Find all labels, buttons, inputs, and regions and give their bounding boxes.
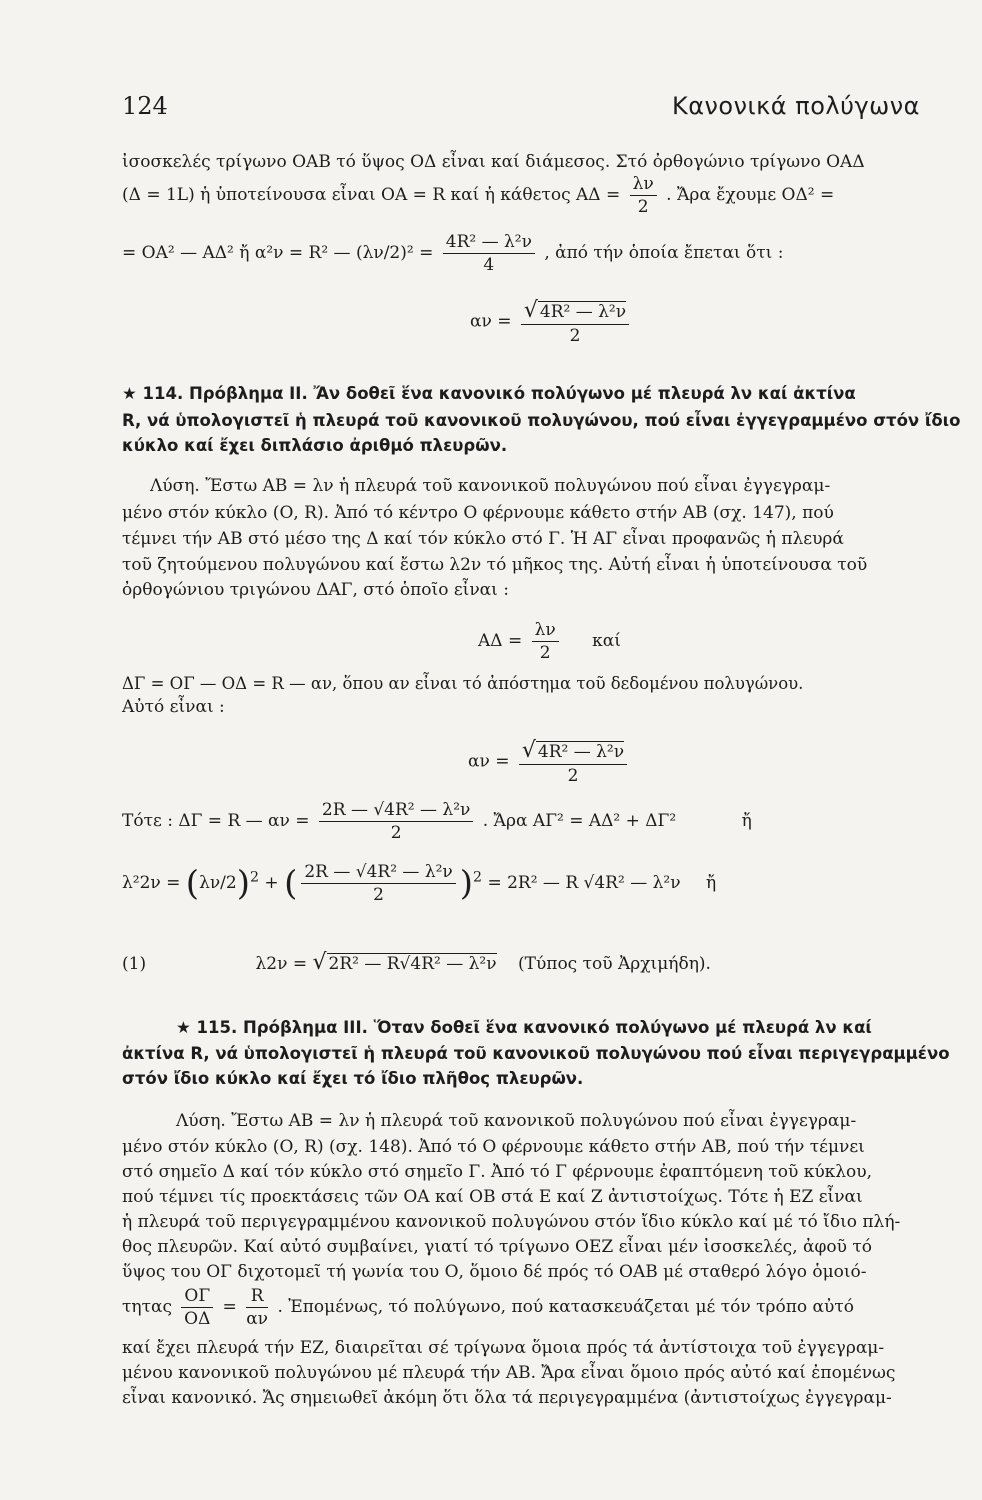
text-segment: =	[222, 1297, 237, 1317]
text-line: τοῦ ζητούμενου πολυγώνου καί ἔστω λ2ν τό μῆκος της. Αὐτή εἶναι ἡ ὑποτείνουσα τοῦ	[122, 555, 868, 575]
numerator: λν	[532, 620, 559, 642]
numerator: R	[246, 1286, 268, 1308]
text-segment: ἤ	[741, 811, 752, 831]
radical-sign: √	[523, 298, 538, 323]
text-line: μένου κανονικοῦ πολυγώνου μέ πλευρά τήν ΑΒ. Ἄρα εἶναι ὅμοιο πρός αὐτό καί ἐπομένως	[122, 1363, 896, 1383]
page-number: 124	[122, 92, 168, 120]
fraction	[532, 620, 559, 663]
numerator: λν	[630, 174, 657, 196]
equation-a-nu	[470, 298, 633, 346]
numerator	[519, 738, 627, 765]
numerator: ΟΓ	[181, 1286, 213, 1308]
text-line: Λύση. Ἔστω ΑΒ = λν ἡ πλευρά τοῦ κανονικοῦ πολυγώνου πού εἶναι ἐγγεγραμ-	[176, 1111, 857, 1131]
text-segment: ἤ	[705, 873, 717, 893]
text-segment: λ²2ν =	[122, 873, 181, 893]
equation-label: (1)	[122, 954, 147, 974]
text-segment: τητας	[122, 1297, 172, 1317]
text-line: Αὐτό εἶναι :	[122, 697, 225, 717]
numerator	[521, 298, 629, 325]
equation-line	[122, 174, 834, 217]
denominator: 2	[539, 643, 551, 663]
equation-line	[122, 1286, 854, 1329]
fraction	[521, 298, 629, 346]
problem-114-line: R, νά ὑπολογιστεῖ ἡ πλευρά τοῦ κανονικοῦ πολυγώνου, πού εἶναι ἐγγεγραμμένο στόν ἴδιο	[122, 411, 961, 430]
running-title: Κανονικά πολύγωνα	[671, 92, 920, 120]
problem-114-line: ★ 114. Πρόβλημα ΙΙ. Ἄν δοθεῖ ἕνα κανονικό πολύγωνο μέ πλευρά λν καί ἀκτίνα	[122, 384, 856, 403]
text-line: Λύση. Ἔστω ΑΒ = λν ἡ πλευρά τοῦ κανονικοῦ πολυγώνου πού εἶναι ἐγγεγραμ-	[150, 476, 831, 496]
equation-dg: ΔΓ = ΟΓ — ΟΔ = R — αν, ὅπου αν εἶναι τό ἀπόστημα τοῦ δεδομένου πολυγώνου.	[122, 674, 804, 693]
fraction	[246, 1286, 268, 1329]
problem-114-line: κύκλο καί ἔχει διπλάσιο ἀριθμό πλευρῶν.	[122, 436, 508, 455]
fraction	[519, 738, 627, 786]
text-line: θος πλευρῶν. Καί αὐτό συμβαίνει, γιατί τό τρίγωνο ΟΕΖ εἶναι μέν ἰσοσκελές, ἀφοῦ τό	[122, 1237, 873, 1257]
fraction	[319, 800, 473, 843]
text-line: πού τέμνει τίς προεκτάσεις τῶν ΟΑ καί ΟΒ στά Ε καί Ζ ἀντιστοίχως. Τότε ἡ ΕΖ εἶναι	[122, 1187, 863, 1207]
text-segment: αν =	[468, 751, 510, 772]
text-line: στό σημεῖο Δ καί τόν κύκλο στό σημεῖο Γ. Ἀπό τό Γ φέρνουμε ἐφαπτόμενη τοῦ κύκλου,	[122, 1162, 873, 1182]
text-line: ὕψος του ΟΓ διχοτομεῖ τή γωνία του Ο, ὅμοιο δέ πρός τό ΟΑΒ μέ σταθερό λόγο ὁμοιό-	[122, 1262, 867, 1282]
text-segment: = 2R² — R √4R² — λ²ν	[487, 873, 681, 893]
paren-open: (	[185, 863, 200, 904]
equation-expansion: $\lambda^22\nu = (\lambda\nu/2)^2$ + ( $\frac{\text{2R — √4R² — λ²ν}}{2}$ )$^2$ = 2R² — R √4R² — λ²ν ἤ	[122, 862, 717, 905]
denominator: 2	[637, 197, 649, 217]
problem-115-line: ★ 115. Πρόβλημα ΙΙΙ. Ὅταν δοθεῖ ἕνα κανονικό πολύγωνο μέ πλευρά λν καί	[176, 1018, 872, 1037]
archimedes-formula	[122, 950, 711, 975]
paren-close: )	[236, 863, 250, 904]
equation-line	[122, 232, 783, 275]
radicand: 4R² — λ²ν	[537, 742, 625, 762]
text-segment: (Τύπος τοῦ Ἀρχιμήδη).	[517, 954, 711, 974]
problem-115-line: στόν ἴδιο κύκλο καί ἔχει τό ἴδιο πλῆθος πλευρῶν.	[122, 1069, 584, 1088]
text-segment: Τότε : ΔΓ = R — αν =	[122, 811, 310, 831]
numerator: 4R² — λ²ν	[443, 232, 535, 254]
equation-ad	[478, 620, 621, 663]
text-segment: λ2ν =	[255, 954, 308, 974]
text-segment: . Ἐπομένως, τό πολύγωνο, πού κατασκευάζεται μέ τόν τρόπο αὐτό	[277, 1297, 854, 1317]
text-line: εἶναι κανονικό. Ἄς σημειωθεῖ ἀκόμη ὅτι ὅλα τά περιγεγραμμένα (ἀντιστοίχως ἐγγεγραμ-	[122, 1388, 892, 1408]
fraction	[443, 232, 535, 275]
fraction	[301, 862, 455, 905]
denominator: 2	[567, 766, 579, 786]
text-segment: . Ἄρα ἔχουμε ΟΔ² =	[666, 185, 835, 205]
text-line: τέμνει τήν ΑΒ στό μέσο της Δ καί τόν κύκλο στό Γ. Ἡ ΑΓ εἶναι προφανῶς ἡ πλευρά	[122, 529, 844, 549]
paren-open: (	[284, 863, 298, 904]
radical-sign: √	[312, 950, 327, 975]
text-line: μένο στόν κύκλο (Ο, R). Ἀπό τό κέντρο Ο φέρνουμε κάθετο στήν ΑΒ (σχ. 147), πού	[122, 503, 834, 523]
equation-a-nu-2	[468, 738, 631, 786]
fraction	[630, 174, 657, 217]
numerator: 2R — √4R² — λ²ν	[301, 862, 455, 884]
text-segment: . Ἄρα ΑΓ² = ΑΔ² + ΔΓ²	[482, 811, 677, 831]
text-segment: λν/2	[199, 873, 237, 893]
text-segment: (Δ = 1L) ἡ ὑποτείνουσα εἶναι ΟΑ = R καί ἡ κάθετος ΑΔ =	[122, 185, 621, 205]
fraction	[181, 1286, 213, 1329]
text-segment: +	[264, 873, 279, 893]
text-line: καί ἔχει πλευρά τήν ΕΖ, διαιρεῖται σέ τρίγωνα ὅμοια πρός τά ἀντίστοιχα τοῦ ἐγγεγραμ-	[122, 1338, 885, 1358]
numerator: 2R — √4R² — λ²ν	[319, 800, 473, 822]
paren-close: )	[459, 863, 474, 904]
denominator: 2	[569, 326, 581, 346]
problem-115-line: ἀκτίνα R, νά ὑπολογιστεῖ ἡ πλευρά τοῦ κανονικοῦ πολυγώνου πού εἶναι περιγεγραμμένο	[122, 1044, 950, 1063]
text-line: ὀρθογώνιου τριγώνου ΔΑΓ, στό ὁποῖο εἶναι :	[122, 580, 509, 600]
radicand: 4R² — λ²ν	[539, 302, 627, 322]
text-segment: = ΟΑ² — ΑΔ² ἤ α²ν = R² — (λν/2)² =	[122, 243, 434, 263]
text-segment: ΑΔ =	[478, 631, 523, 651]
denominator: ΟΔ	[184, 1309, 211, 1329]
text-segment: καί	[592, 631, 621, 651]
denominator: 4	[483, 255, 495, 275]
text-segment: αν =	[470, 311, 512, 332]
denominator: 2	[373, 885, 384, 905]
denominator: αν	[246, 1309, 269, 1329]
text-line: ἡ πλευρά τοῦ περιγεγραμμένου κανονικοῦ πολυγώνου στόν ἴδιο κύκλο καί μέ τό ἴδιο πλή-	[122, 1212, 901, 1232]
denominator: 2	[390, 823, 402, 843]
text-line: μένο στόν κύκλο (Ο, R) (σχ. 148). Ἀπό τό Ο φέρνουμε κάθετο στήν ΑΒ, πού τήν τέμνει	[122, 1137, 865, 1157]
text-segment: , ἀπό τήν ὁποία ἔπεται ὅτι :	[544, 243, 784, 263]
equation-tote	[122, 800, 752, 843]
radical-sign: √	[521, 738, 536, 763]
text-line: ἰσοσκελές τρίγωνο ΟΑΒ τό ὕψος ΟΔ εἶναι καί διάμεσος. Στό ὀρθογώνιο τρίγωνο ΟΑΔ	[122, 152, 865, 172]
radicand: 2R² — R√4R² — λ²ν	[328, 954, 497, 974]
